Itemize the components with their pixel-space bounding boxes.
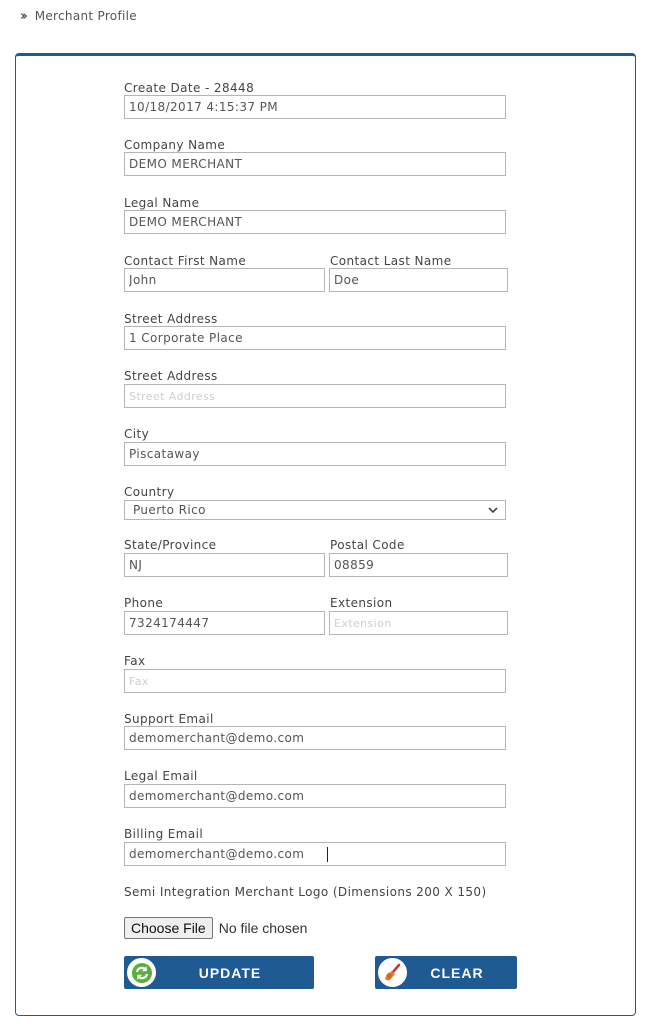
text-cursor [327,847,328,862]
double-chevron-right-icon: ›› [20,8,25,24]
create-date-field[interactable] [124,95,506,119]
street-address-1-field[interactable] [124,326,506,350]
state-province-label: State/Province [124,538,217,552]
extension-label: Extension [330,596,393,610]
country-selected-value: Puerto Rico [133,503,206,517]
city-field[interactable] [124,442,506,466]
breadcrumb-label: Merchant Profile [34,9,137,23]
logo-file-input [124,917,307,939]
update-button-label: UPDATE [198,964,262,981]
fax-label: Fax [124,654,146,668]
choose-file-button[interactable]: Choose File [124,917,213,939]
company-name-field[interactable] [124,152,506,176]
contact-first-name-label: Contact First Name [124,254,247,268]
state-province-field[interactable] [124,553,325,577]
company-name-label: Company Name [124,138,226,152]
logo-label: Semi Integration Merchant Logo (Dimensions 200 X 150) [124,885,487,899]
country-label: Country [124,485,175,499]
update-button[interactable] [124,956,314,989]
billing-email-label: Billing Email [124,827,204,841]
street-address-2-field[interactable] [124,384,506,408]
postal-code-label: Postal Code [330,538,405,552]
postal-code-field[interactable] [329,553,508,577]
phone-label: Phone [124,596,164,610]
phone-field[interactable] [124,611,325,635]
street-address-2-label: Street Address [124,369,218,383]
legal-name-label: Legal Name [124,196,200,210]
chevron-down-icon [487,504,499,516]
country-select[interactable] [124,500,506,520]
clear-button[interactable] [375,956,517,989]
street-address-1-label: Street Address [124,312,218,326]
support-email-field[interactable] [124,726,506,750]
contact-first-name-field[interactable] [124,268,325,292]
legal-email-label: Legal Email [124,769,198,783]
create-date-label: Create Date - 28448 [124,81,255,95]
fax-field[interactable] [124,669,506,693]
extension-field[interactable] [329,611,508,635]
clear-button-label: CLEAR [430,964,484,981]
support-email-label: Support Email [124,712,214,726]
contact-last-name-field[interactable] [329,268,508,292]
city-label: City [124,427,150,441]
legal-name-field[interactable] [124,210,506,234]
breadcrumb [20,7,137,25]
billing-email-field[interactable] [124,842,506,866]
legal-email-field[interactable] [124,784,506,808]
file-status-text: No file chosen [218,920,308,936]
merchant-profile-panel [15,53,636,1016]
contact-last-name-label: Contact Last Name [330,254,452,268]
